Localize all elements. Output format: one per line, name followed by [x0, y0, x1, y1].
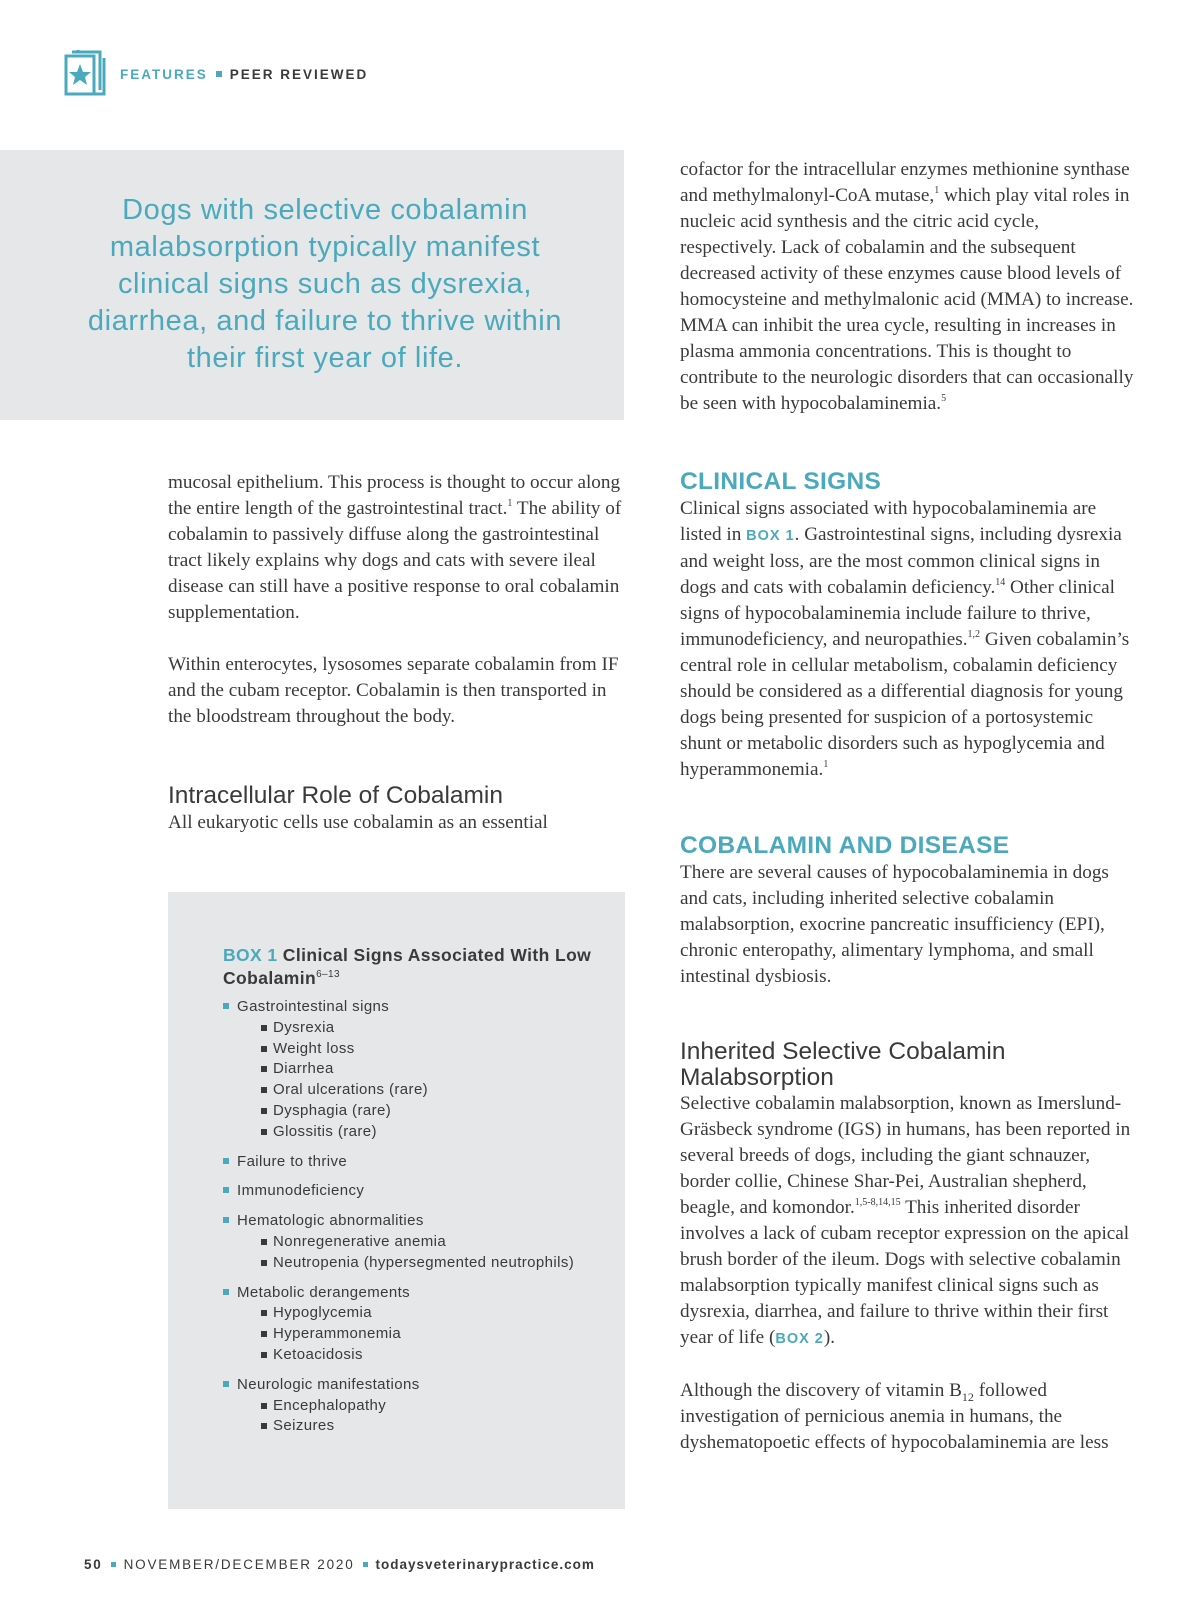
page-number: 50 — [84, 1557, 103, 1572]
website-link[interactable]: todaysveterinarypractice.com — [375, 1557, 595, 1572]
list-item: Neurologic manifestations Encephalopathy Seizures — [223, 1375, 613, 1437]
subsection-label: PEER REVIEWED — [229, 66, 369, 82]
box-1-list — [223, 997, 613, 1446]
list-item: Encephalopathy — [261, 1396, 613, 1417]
box-2-reference[interactable]: BOX 2 — [775, 1331, 824, 1347]
clinical-signs-paragraph: Clinical signs associated with hypocobalaminemia are listed in BOX 1. Gastrointestinal signs, including dysrexia and weight loss, are the most common clinical signs in dogs and cats with cobalamin deficiency.$^{14}$ Other clinical signs of hypocobalaminemia include failure to thrive, immunodeficiency, and neuropathies.$^{1,2}$ Given cobalamin’s central role in cellular metabolism, cobalamin deficiency should be considered as a differential diagnosis for young dogs being presented for suspicion of a portosystemic shunt or metabolic disorders such as hypoglycemia and hyperammonemia.$^1$ — [680, 498, 1130, 780]
right-paragraph-1: cofactor for the intracellular enzymes methionine synthase and methylmalonyl-CoA mutase,$^1$ which play vital roles in nucleic acid synthesis and the citric acid cycle, respectively. Lack of cobalamin and the subsequent decreased activity of these enzymes cause blood levels of homocysteine and methylmalonic acid (MMA) to increase. MMA can inhibit the urea cycle, resulting in increases in plasma ammonia concentrations. This is thought to contribute to the neurologic disorders that can occasionally be seen with hypocobalaminemia.$^5$ — [680, 159, 1134, 414]
vitamin-paragraph: Although the discovery of vitamin $B_{12}$ followed investigation of pernicious anemia in humans, the dyshematopoetic effects of hypocobalaminemia are less — [680, 1380, 1109, 1453]
disease-paragraph: There are several causes of hypocobalaminemia in dogs and cats, including inherited selective cobalamin malabsorption, exocrine pancreatic insufficiency (EPI), chronic enteropathy, alimentary lymphoma, and small intestinal dysbiosis. — [680, 862, 1109, 987]
heading-clinical-signs: CLINICAL SIGNS — [680, 468, 882, 495]
heading-cobalamin-disease: COBALAMIN AND DISEASE — [680, 832, 1010, 859]
pull-quote: Dogs with selective cobalamin malabsorption typically manifest clinical signs such as dysrexia, diarrhea, and failure to thrive within their first year of life. — [87, 194, 563, 374]
left-paragraph-2: Within enterocytes, lysosomes separate cobalamin from IF and the cubam receptor. Cobalamin is then transported in the bloodstream throughout the body. — [168, 654, 619, 727]
list-item: Gastrointestinal signs Dysrexia Weight loss Diarrhea Oral ulcerations (rare) Dysphagia (rare) Glossitis (rare) — [223, 997, 613, 1143]
list-item: Seizures — [261, 1416, 613, 1437]
list-item: Dysphagia (rare) — [261, 1101, 613, 1122]
breadcrumb — [120, 67, 368, 82]
list-item: Failure to thrive — [223, 1152, 613, 1173]
list-item: Dysrexia — [261, 1018, 613, 1039]
list-item: Weight loss — [261, 1039, 613, 1060]
separator-dot — [111, 1562, 116, 1567]
list-item: Hyperammonemia — [261, 1324, 613, 1345]
page-header — [64, 50, 368, 98]
list-item: Hypoglycemia — [261, 1303, 613, 1324]
subheading-intracellular: Intracellular Role of Cobalamin — [168, 782, 503, 809]
right-column — [680, 157, 1135, 1456]
list-item: Neutropenia (hypersegmented neutrophils) — [261, 1253, 613, 1274]
list-item: Nonregenerative anemia — [261, 1232, 613, 1253]
list-item: Hematologic abnormalities Nonregenerative anemia Neutropenia (hypersegmented neutrophils) — [223, 1211, 613, 1273]
separator-dot — [363, 1562, 368, 1567]
page-footer — [84, 1557, 595, 1572]
box-1-title: BOX 1 Clinical Signs Associated With Low Cobalamin$^{6-13}$ — [223, 945, 592, 988]
separator-dot — [216, 71, 222, 77]
subheading-inherited: Inherited Selective Cobalamin Malabsorption — [680, 1038, 1006, 1091]
box-1 — [168, 892, 625, 1509]
list-item: Immunodeficiency — [223, 1181, 613, 1202]
list-item: Metabolic derangements Hypoglycemia Hyperammonemia Ketoacidosis — [223, 1283, 613, 1366]
box-1-reference[interactable]: BOX 1 — [746, 528, 795, 544]
issue-date: NOVEMBER/DECEMBER 2020 — [123, 1557, 355, 1572]
left-paragraph-3: All eukaryotic cells use cobalamin as an essential — [168, 812, 548, 833]
list-item: Glossitis (rare) — [261, 1122, 613, 1143]
section-label: FEATURES — [120, 66, 208, 82]
list-item: Oral ulcerations (rare) — [261, 1080, 613, 1101]
left-paragraph-1: mucosal epithelium. This process is thought to occur along the entire length of the gastrointestinal tract.$^1$ The ability of cobalamin to passively diffuse along the gastrointestinal tract likely explains why dogs and cats with severe ileal disease can still have a positive response to oral cobalamin supplementation. — [168, 472, 622, 623]
book-star-icon — [64, 50, 106, 98]
inherited-paragraph: Selective cobalamin malabsorption, known as Imerslund-Gräsbeck syndrome (IGS) in humans, has been reported in several breeds of dogs, including the giant schnauzer, border collie, Chinese Shar-Pei, Australian shepherd, beagle, and komondor.$^{1,5-8,14,15}$ This inherited disorder involves a lack of cubam receptor expression on the apical brush border of the ileum. Dogs with selective cobalamin malabsorption typically manifest clinical signs such as dysrexia, diarrhea, and failure to thrive within their first year of life (BOX 2). — [680, 1093, 1131, 1348]
list-item: Diarrhea — [261, 1059, 613, 1080]
pull-quote-box — [0, 150, 624, 420]
left-column — [168, 470, 623, 836]
list-item: Ketoacidosis — [261, 1345, 613, 1366]
